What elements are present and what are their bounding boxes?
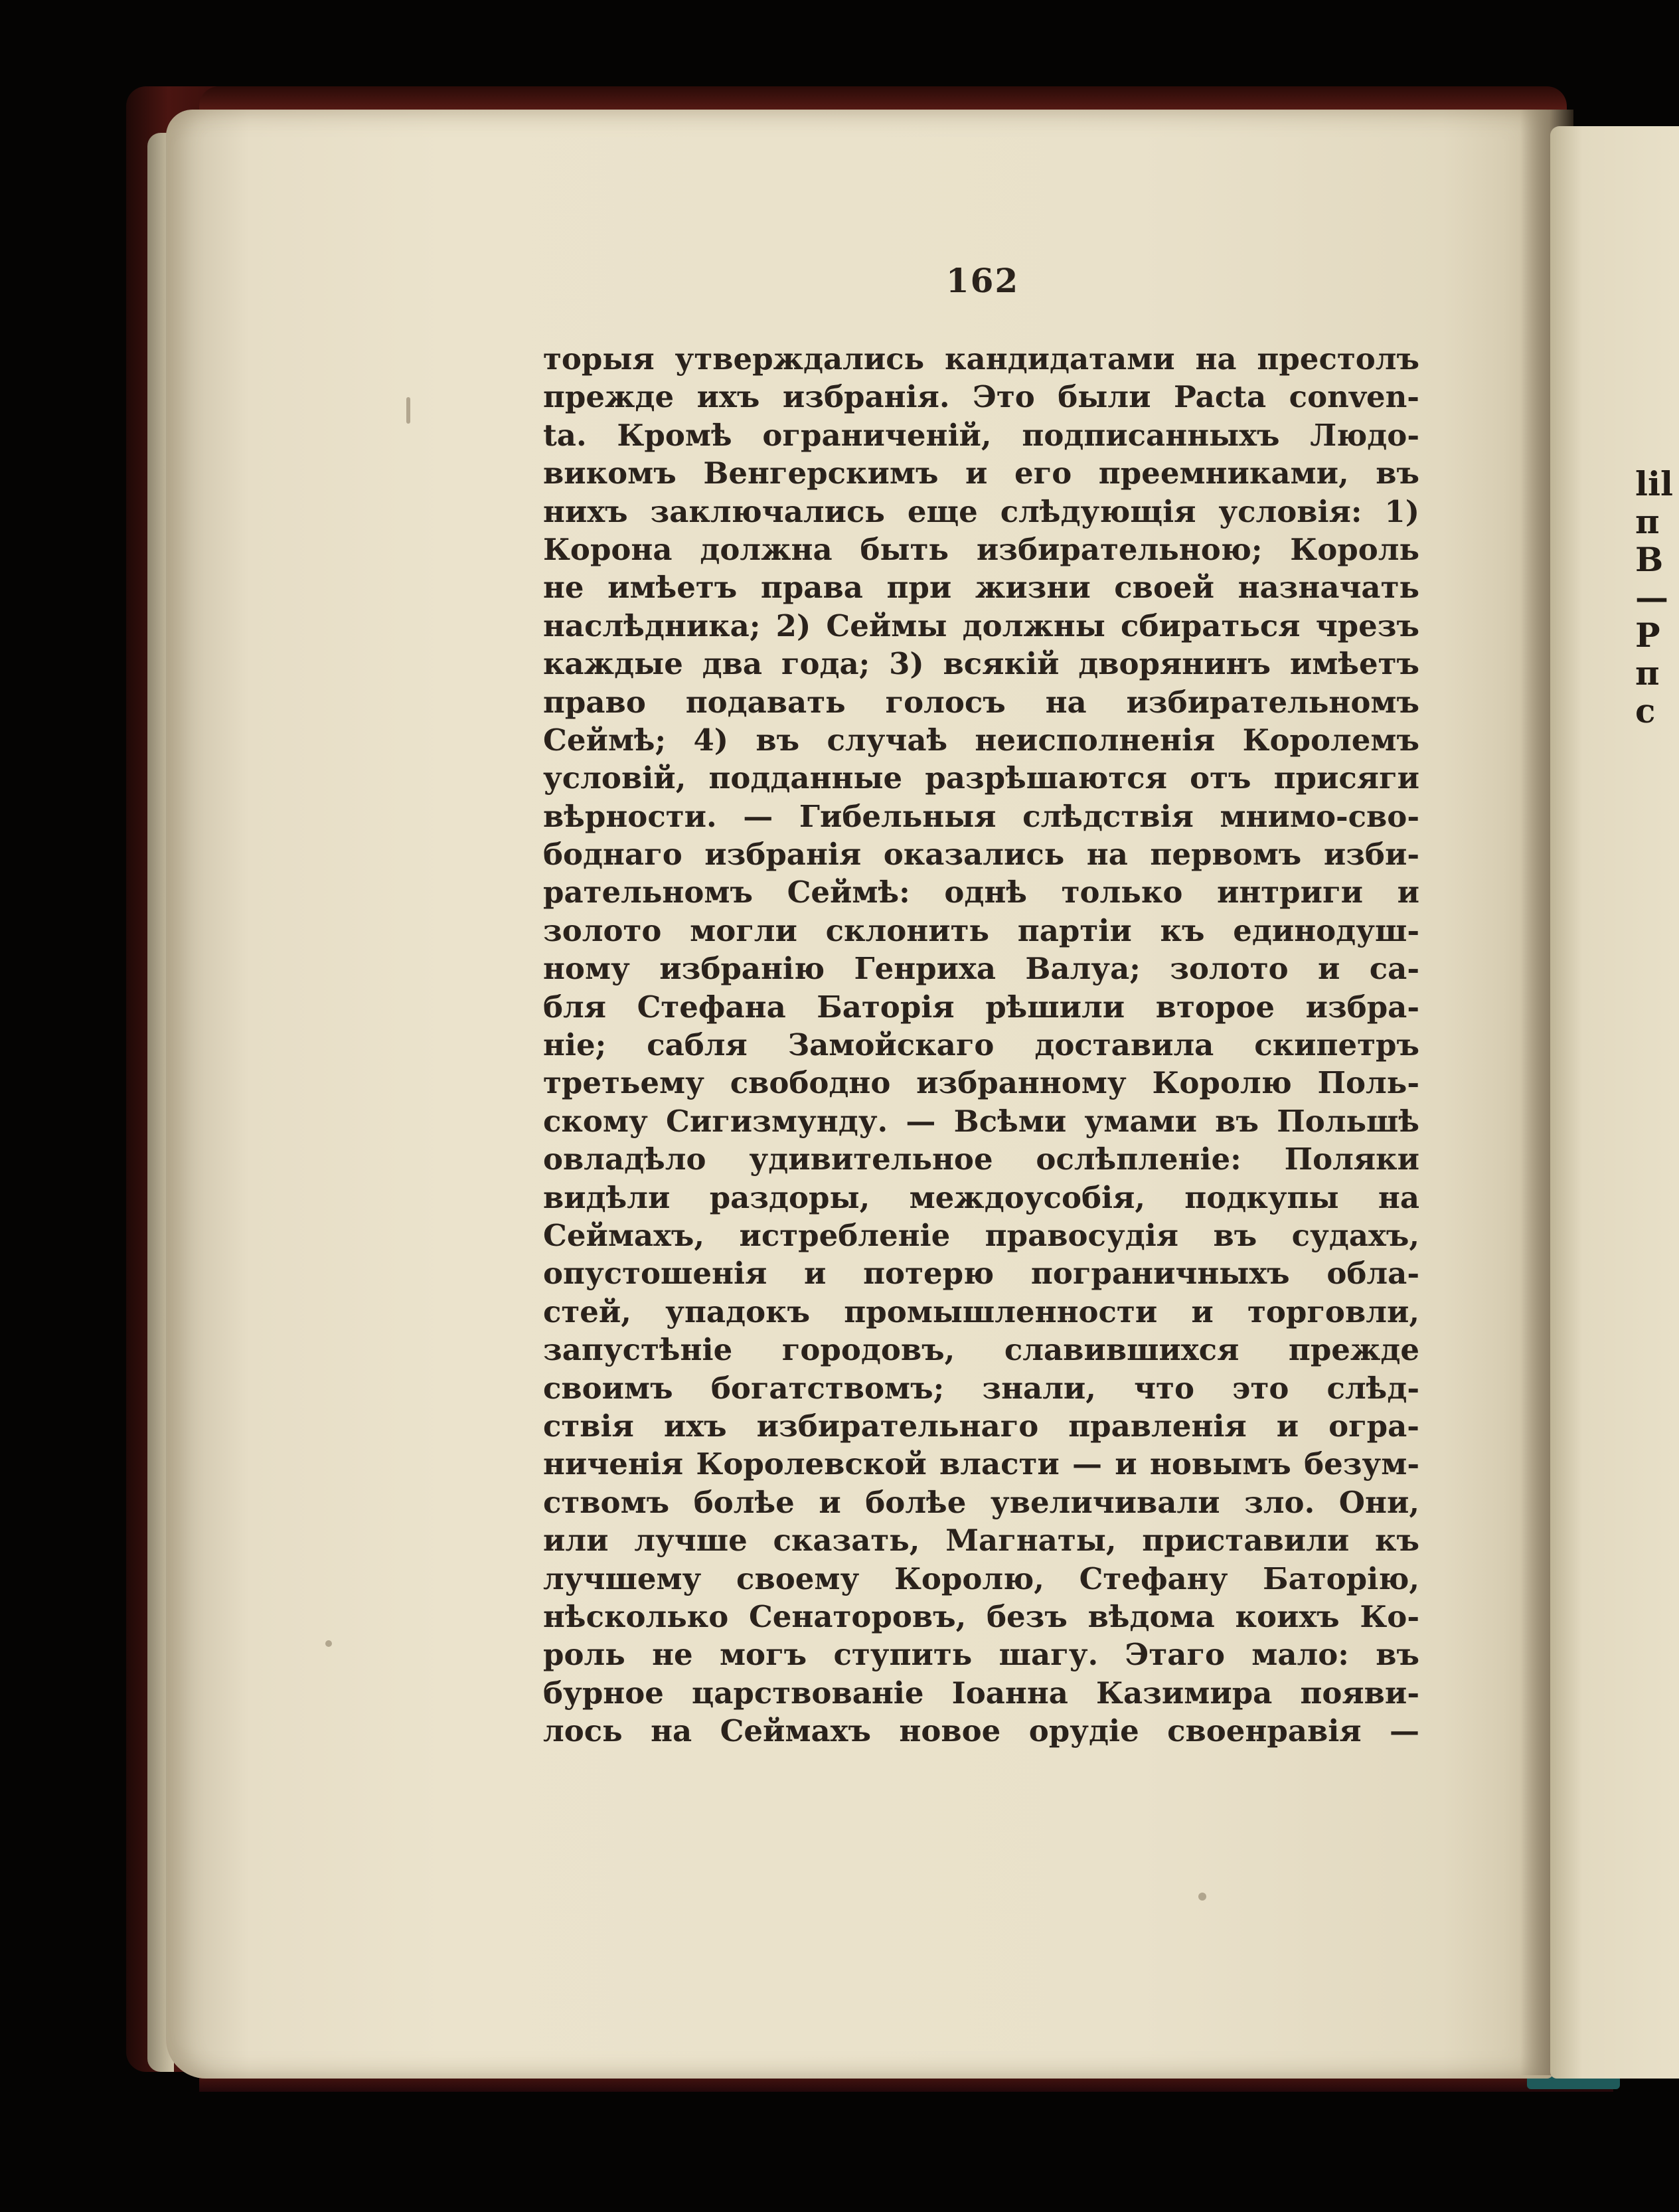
text-line: ta. Кромѣ ограниченій, подписанныхъ Людо- [543,417,1419,453]
text-line: опустошенія и потерю пограничныхъ обла- [543,1256,1419,1292]
facing-fragment: Р [1635,616,1660,655]
facing-fragment: п [1635,653,1660,693]
facing-fragment: — [1635,578,1668,617]
text-line: Сеймахъ, истребленіе правосудія въ судахъ, [543,1217,1419,1253]
text-line: стей, упадокъ промышленности и торговли, [543,1294,1419,1329]
text-line: овладѣло удивительное ослѣпленіе: Поляки [543,1142,1419,1177]
text-line: Корона должна быть избирательною; Король [543,531,1419,567]
text-line: ниченія Королевской власти — и новымъ безум- [543,1446,1419,1482]
text-line: Сеймѣ; 4) въ случаѣ неисполненія Королемъ [543,722,1419,758]
text-line: золото могли склонить партіи къ единодуш- [543,912,1419,948]
text-line: своимъ богатствомъ; знали, что это слѣд- [543,1370,1419,1406]
text-line: бурное царствованіе Іоанна Казимира появи- [543,1675,1419,1711]
paper-speck [1198,1893,1206,1901]
text-line: каждые два года; 3) всякій дворянинъ имѣетъ [543,646,1419,682]
page-number: 162 [945,261,1020,300]
text-line: наслѣдника; 2) Сеймы должны сбираться чрезъ [543,608,1419,643]
text-line: видѣли раздоры, междоусобія, подкупы на [543,1179,1419,1215]
paper-speck [406,397,410,424]
text-line: или лучше сказать, Магнаты, приставили къ [543,1523,1419,1559]
text-line: рательномъ Сеймѣ: однѣ только интриги и [543,875,1419,910]
text-line: торыя утверждались кандидатами на престолъ [543,341,1419,377]
text-line: не имѣетъ права при жизни своей назначать [543,570,1419,606]
text-line: лучшему своему Королю, Стефану Баторію, [543,1561,1419,1596]
text-line: нѣсколько Сенаторовъ, безъ вѣдома коихъ Ко- [543,1598,1419,1634]
text-line: право подавать голосъ на избирательномъ [543,684,1419,720]
text-line: прежде ихъ избранія. Это были Pacta conven- [543,379,1419,415]
text-line: нихъ заключались еще слѣдующія условія: 1) [543,493,1419,529]
text-line: лось на Сеймахъ новое орудіе своенравія — [543,1713,1419,1749]
text-line: бля Стефана Баторія рѣшили второе избра- [543,989,1419,1025]
text-line: условій, подданные разрѣшаются отъ присяги [543,760,1419,796]
facing-fragment: п [1635,502,1660,541]
text-line: боднаго избранія оказались на первомъ изби- [543,837,1419,873]
text-line: ствомъ болѣе и болѣе увеличивали зло. Они, [543,1484,1419,1520]
text-line: третьему свободно избранному Королю Поль- [543,1065,1419,1101]
text-line: роль не могъ ступить шагу. Этаго мало: въ [543,1637,1419,1673]
paper-speck [325,1640,332,1647]
text-line: ному избранію Генриха Валуа; золото и са- [543,951,1419,987]
text-line: скому Сигизмунду. — Всѣми умами въ Польшѣ [543,1103,1419,1139]
facing-fragment: с [1635,691,1656,730]
text-line: запустѣніе городовъ, славившихся прежде [543,1332,1419,1368]
text-line: вѣрности. — Гибельныя слѣдствія мнимо-сво- [543,798,1419,834]
right-page-fragment [1550,126,1679,2079]
text-line: ствія ихъ избирательнаго правленія и огра- [543,1408,1419,1444]
right-page-text [1635,465,1673,730]
facing-fragment: lil [1635,464,1673,503]
facing-fragment: В [1635,540,1664,579]
page-body-text [543,340,1419,1750]
text-line: викомъ Венгерскимъ и его преемниками, въ [543,456,1419,491]
text-line: ніе; сабля Замойскаго доставила скипетръ [543,1027,1419,1063]
